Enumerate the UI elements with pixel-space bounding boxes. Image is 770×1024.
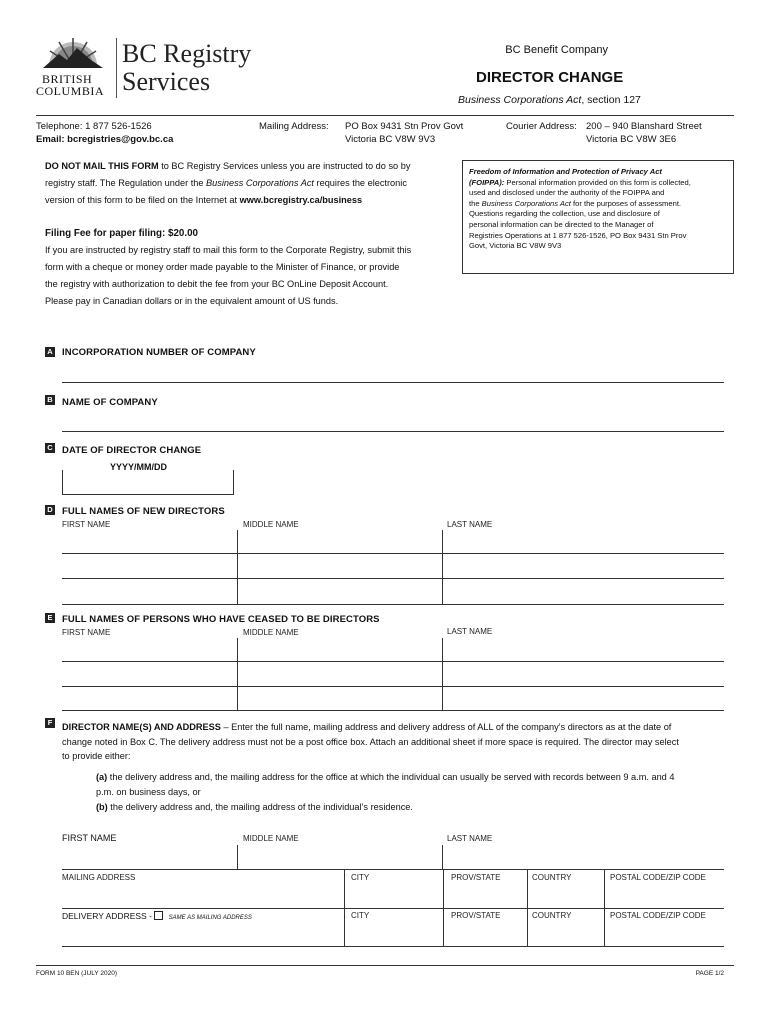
bc-logo-line1: BRITISH [42, 72, 93, 86]
section-f-line1 [62, 720, 732, 735]
foippa-heading [469, 167, 727, 178]
foippa-act: Business Corporations Act [481, 198, 571, 208]
new-director-last-name-label: LAST NAME [447, 520, 493, 529]
email: Email: bcregistries@gov.bc.ca [36, 134, 174, 145]
fee-line3: the registry with authorization to debit the fee from your BC OnLine Deposit Account. [45, 279, 389, 289]
page-number: PAGE 1/2 [695, 970, 724, 977]
mailing-divider-3 [527, 870, 528, 908]
courier-line1: 200 – 940 Blanshard Street [586, 121, 702, 132]
mailing-prov-label: PROV/STATE [451, 873, 501, 882]
new-director-first-name-label: FIRST NAME [62, 520, 111, 529]
section-d-marker: D [45, 505, 55, 515]
delivery-address-label [62, 911, 252, 921]
instruction-act: Business Corporations Act [206, 178, 314, 188]
ceased-director-row-2[interactable] [62, 686, 724, 687]
option-b-text: the delivery address and, the mailing address of the individual’s residence. [107, 801, 413, 812]
new-director-row-2[interactable] [62, 578, 724, 579]
delivery-divider-3 [527, 908, 528, 946]
foippa-line1 [469, 178, 727, 189]
act-section: , section 127 [581, 94, 641, 106]
instruction-line1 [45, 158, 455, 175]
section-e-title: FULL NAMES OF PERSONS WHO HAVE CEASED TO BE DIRECTORS [62, 614, 380, 625]
section-f-title: DIRECTOR NAME(S) AND ADDRESS [62, 722, 221, 732]
section-f-text1: – Enter the full name, mailing address and delivery address of ALL of the company’s directors as at the date of [220, 722, 672, 732]
section-e-marker: E [45, 613, 55, 623]
director-last-name-label: LAST NAME [447, 834, 493, 843]
incorporation-number-field[interactable] [62, 382, 724, 383]
mailing-address-field[interactable] [62, 908, 724, 909]
mailing-country-label: COUNTRY [532, 873, 572, 882]
section-a-marker: A [45, 347, 55, 357]
section-f-options [96, 770, 726, 814]
logo-divider [116, 38, 117, 98]
mailing-divider-2 [443, 870, 444, 908]
option-a-line2: p.m. on business days, or [96, 786, 201, 797]
telephone: Telephone: 1 877 526-1526 [36, 121, 152, 132]
new-director-row-1[interactable] [62, 553, 724, 554]
bc-sun-mountain-icon [41, 32, 105, 68]
section-f-line2: change noted in Box C. The delivery address must not be a post office box. Attach an additional sheet if more space is required. The director may select [62, 736, 679, 747]
foippa-line2: used and disclosed under the authority of the FOIPPA and [469, 188, 665, 198]
courier-line2: Victoria BC V8W 3E6 [586, 134, 677, 145]
director-first-name-label: FIRST NAME [62, 833, 117, 843]
new-director-middle-name-label: MIDDLE NAME [243, 520, 299, 529]
fee-heading: Filing Fee for paper filing: $20.00 [45, 228, 198, 239]
new-director-row-3[interactable] [62, 604, 724, 605]
registry-logo-line1: BC Registry [122, 39, 252, 68]
mailing-city-label: CITY [351, 873, 370, 882]
same-as-mailing-checkbox[interactable] [154, 911, 163, 920]
registry-logo-line2: Services [122, 67, 211, 96]
section-f-text [62, 720, 732, 764]
form-title: DIRECTOR CHANGE [476, 69, 624, 86]
bc-logo [36, 32, 110, 98]
mailing-divider-1 [344, 870, 345, 908]
foippa-box [462, 160, 734, 274]
foippa-line5: personal information can be directed to the Manager of [469, 219, 654, 229]
ceased-director-middle-name-label: MIDDLE NAME [243, 628, 299, 637]
ceased-director-first-name-label: FIRST NAME [62, 628, 111, 637]
director-change-date-field[interactable] [62, 470, 234, 495]
ceased-director-last-name-label: LAST NAME [447, 627, 493, 636]
delivery-divider-4 [604, 908, 605, 946]
mailing-label: Mailing Address: [259, 121, 329, 132]
same-as-mailing-label: SAME AS MAILING ADDRESS [168, 915, 252, 921]
ceased-director-row-3[interactable] [62, 710, 724, 711]
foippa-line6: Registries Operations at 1 877 526-1526, PO Box 9431 Stn Prov [469, 230, 687, 240]
company-type: BC Benefit Company [505, 44, 608, 56]
director-middle-name-label: MIDDLE NAME [243, 834, 299, 843]
instruction-line3-a: version of this form to be filed on the Internet at [45, 195, 240, 205]
date-format-label: YYYY/MM/DD [110, 462, 168, 472]
delivery-divider-2 [443, 908, 444, 946]
director-name-divider-1 [237, 845, 238, 869]
director-name-divider-2 [442, 845, 443, 869]
ceased-director-row-1[interactable] [62, 661, 724, 662]
fee-line1: If you are instructed by registry staff to mail this form to the Corporate Registry, submit this [45, 245, 412, 255]
delivery-postal-label: POSTAL CODE/ZIP CODE [610, 911, 706, 920]
instruction-line2 [45, 175, 455, 192]
foippa-l3a: the [469, 198, 482, 208]
foippa-line7: Govt, Victoria BC V8W 9V3 [469, 241, 562, 251]
foippa-heading-text: Freedom of Information and Protection of Privacy Act [469, 167, 662, 176]
director-name-field[interactable] [62, 869, 724, 870]
section-c-marker: C [45, 443, 55, 453]
form-id: FORM 10 BEN (JULY 2020) [36, 970, 118, 977]
delivery-prov-label: PROV/STATE [451, 911, 501, 920]
new-directors-divider-1 [237, 530, 238, 604]
mailing-postal-label: POSTAL CODE/ZIP CODE [610, 873, 706, 882]
mailing-line1: PO Box 9431 Stn Prov Govt [345, 121, 464, 132]
foippa-line3 [469, 199, 727, 210]
instruction-line3 [45, 192, 455, 209]
do-not-mail: DO NOT MAIL THIS FORM [45, 161, 159, 171]
header-rule [36, 115, 734, 116]
section-b-marker: B [45, 395, 55, 405]
option-b-line [96, 800, 726, 815]
instruction-line1-text: to BC Registry Services unless you are instructed to do so by [158, 161, 411, 171]
instructions [45, 158, 455, 310]
section-f-marker: F [45, 718, 55, 728]
delivery-country-label: COUNTRY [532, 911, 572, 920]
fee-line4: Please pay in Canadian dollars or in the equivalent amount of US funds. [45, 296, 339, 306]
foippa-l3b: for the purposes of assessment. [570, 198, 682, 208]
delivery-city-label: CITY [351, 911, 370, 920]
option-a-text1: the delivery address and, the mailing address for the office at which the individual can usually be served with records between 9 a.m. and 4 [107, 772, 675, 782]
bc-logo-line2: COLUMBIA [36, 84, 105, 98]
instruction-line2-a: registry staff. The Regulation under the [45, 178, 207, 188]
new-directors-divider-2 [442, 530, 443, 604]
ceased-directors-divider-2 [442, 638, 443, 710]
fee-line2: form with a cheque or money order made payable to the Minister of Finance, or provide [45, 262, 400, 272]
mailing-line2: Victoria BC V8W 9V3 [345, 134, 436, 145]
option-a-label: (a) [96, 772, 108, 782]
delivery-address-text: DELIVERY ADDRESS - [62, 911, 155, 921]
foippa-line4: Questions regarding the collection, use and disclosure of [469, 209, 660, 219]
act-reference [458, 94, 641, 106]
act-name: Business Corporations Act [458, 94, 582, 106]
footer-rule [36, 965, 734, 966]
section-b-title: NAME OF COMPANY [62, 397, 158, 408]
company-name-field[interactable] [62, 431, 724, 432]
delivery-divider-1 [344, 908, 345, 946]
option-a-line1 [96, 770, 726, 785]
section-f-line3: to provide either: [62, 751, 131, 761]
foippa-l1: Personal information provided on this form is collected, [504, 177, 691, 187]
registry-url-link[interactable]: www.bcregistry.ca/business [239, 195, 363, 205]
section-a-title: INCORPORATION NUMBER OF COMPANY [62, 347, 256, 358]
mailing-address-label: MAILING ADDRESS [62, 873, 136, 882]
delivery-address-field[interactable] [62, 946, 724, 947]
instruction-line2-b: requires the electronic [313, 178, 407, 188]
section-c-title: DATE OF DIRECTOR CHANGE [62, 445, 202, 456]
ceased-directors-divider-1 [237, 638, 238, 710]
courier-label: Courier Address: [506, 121, 577, 132]
mailing-divider-4 [604, 870, 605, 908]
foippa-abbrev: (FOIPPA): [469, 177, 505, 187]
option-b-label: (b) [96, 801, 108, 812]
section-d-title: FULL NAMES OF NEW DIRECTORS [62, 506, 225, 517]
